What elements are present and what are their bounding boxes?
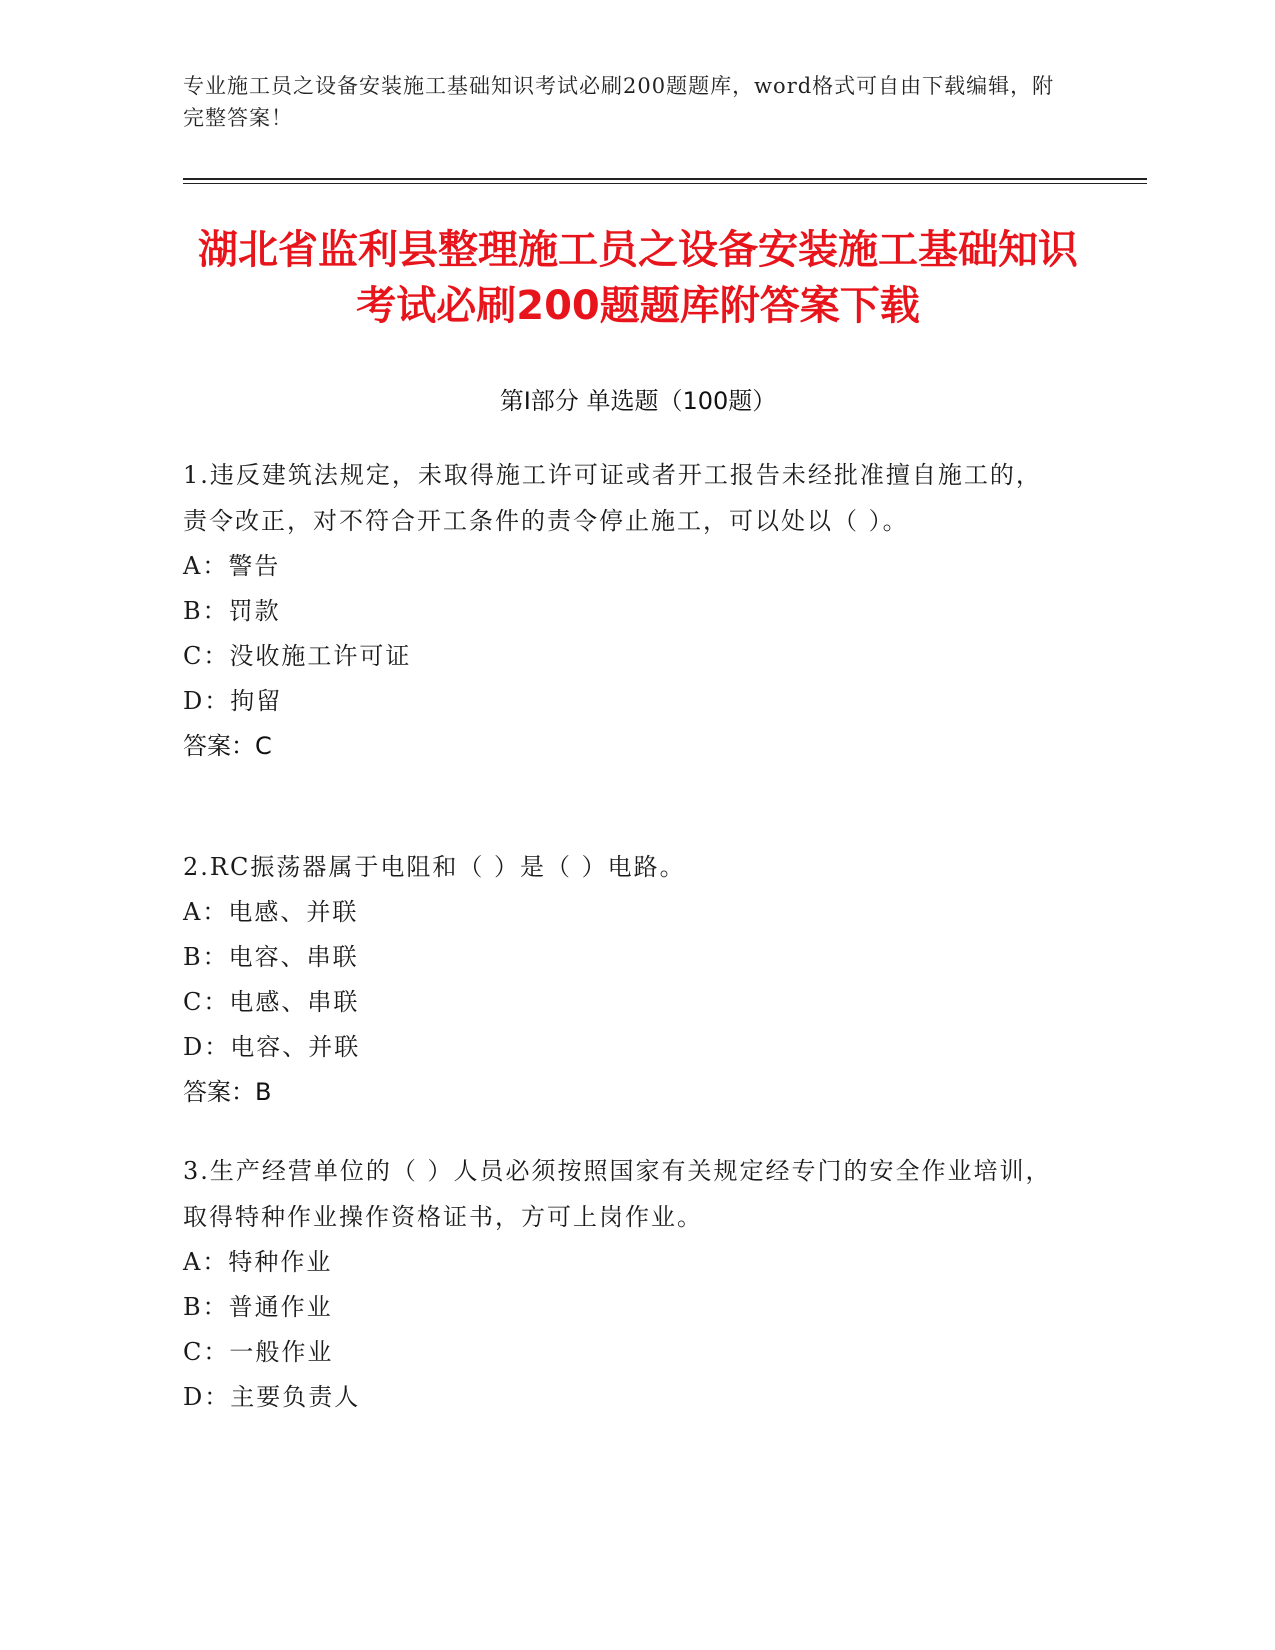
answer-label: 答案：B bbox=[183, 1078, 272, 1106]
option-d: D：电容、并联 bbox=[183, 1033, 361, 1061]
option-d: D：主要负责人 bbox=[183, 1383, 361, 1411]
section-title: 第Ⅰ部分 单选题（100题） bbox=[499, 387, 777, 415]
option-a: A：电感、并联 bbox=[183, 898, 359, 926]
option-c: C：没收施工许可证 bbox=[183, 642, 412, 670]
question-stem: 3.生产经营单位的（ ）人员必须按照国家有关规定经专门的安全作业培训，取得特种作业操作资格证书，方可上岗作业。 bbox=[183, 1157, 1052, 1231]
option-a: A：警告 bbox=[183, 552, 281, 580]
header-divider-thick bbox=[183, 178, 1147, 180]
option-d: D：拘留 bbox=[183, 687, 283, 715]
question-stem: 2.RC振荡器属于电阻和（ ）是（ ）电路。 bbox=[183, 853, 686, 881]
question-1 bbox=[183, 452, 1063, 769]
answer-label: 答案：C bbox=[183, 732, 272, 760]
header-divider-thin bbox=[183, 183, 1147, 184]
option-c: C：一般作业 bbox=[183, 1338, 334, 1366]
option-a: A：特种作业 bbox=[183, 1248, 333, 1276]
question-3 bbox=[183, 1148, 1063, 1420]
header-note: 专业施工员之设备安装施工基础知识考试必刷200题题库，word格式可自由下载编辑，附完整答案！ bbox=[183, 74, 1055, 130]
option-b: B：电容、串联 bbox=[183, 943, 359, 971]
question-stem: 1.违反建筑法规定，未取得施工许可证或者开工报告未经批准擅自施工的，责令改正，对不符合开工条件的责令停止施工，可以处以（ ）。 bbox=[183, 461, 1042, 535]
option-c: C：电感、串联 bbox=[183, 988, 360, 1016]
document-title: 湖北省监利县整理施工员之设备安装施工基础知识考试必刷200题题库附答案下载 bbox=[198, 227, 1078, 329]
option-b: B：罚款 bbox=[183, 597, 281, 625]
question-2 bbox=[183, 844, 1063, 1115]
option-b: B：普通作业 bbox=[183, 1293, 333, 1321]
